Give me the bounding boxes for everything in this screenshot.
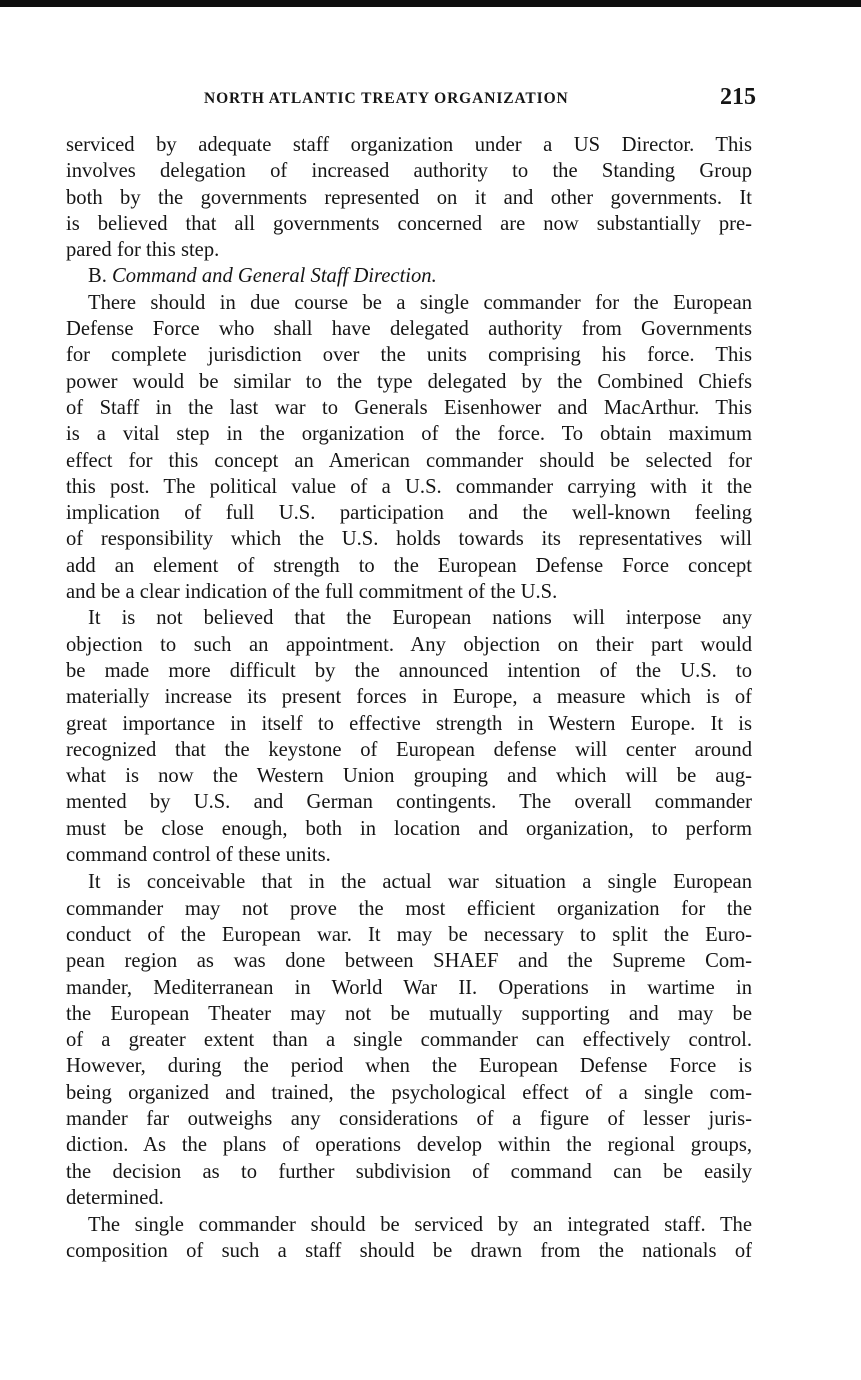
text-line: for complete jurisdiction over the units comprising his force. This: [66, 344, 752, 367]
body-text: [66, 132, 752, 1265]
text-line: what is now the Western Union grouping and which will be aug-: [66, 765, 752, 788]
text-line: is a vital step in the organization of the force. To obtain maximum: [66, 423, 752, 446]
running-header: [66, 84, 756, 118]
text-line: of a greater extent than a single commander can effectively control.: [66, 1029, 752, 1052]
text-line: command control of these units.: [66, 844, 331, 867]
text-line: is believed that all governments concerned are now substantially pre-: [66, 212, 752, 235]
paragraph-3: [66, 605, 752, 868]
page-top-border: [0, 0, 861, 7]
text-line: The single commander should be serviced by an integrated staff. The: [88, 1214, 752, 1237]
paragraph-4: [66, 869, 752, 1211]
text-line: objection to such an appointment. Any objection on their part would: [66, 633, 752, 656]
text-line: recognized that the keystone of European defense will center around: [66, 738, 752, 761]
text-line: of responsibility which the U.S. holds towards its representatives will: [66, 528, 752, 551]
paragraph-5: [66, 1212, 752, 1265]
text-line: involves delegation of increased authority to the Standing Group: [66, 160, 752, 183]
text-line: effect for this concept an American commander should be selected for: [66, 449, 752, 472]
text-line: materially increase its present forces in Europe, a measure which is of: [66, 686, 752, 709]
text-line: Defense Force who shall have delegated authority from Governments: [66, 318, 752, 341]
text-line: of Staff in the last war to Generals Eisenhower and MacArthur. This: [66, 396, 752, 419]
section-title: Command and General Staff Direction.: [112, 265, 437, 288]
text-line: It is not believed that the European nations will interpose any: [88, 607, 752, 630]
text-line: and be a clear indication of the full commitment of the U.S.: [66, 581, 558, 604]
text-line: implication of full U.S. participation and the well-known feeling: [66, 502, 752, 525]
text-line: serviced by adequate staff organization under a US Director. This: [66, 134, 752, 156]
text-line: However, during the period when the European Defense Force is: [66, 1055, 752, 1078]
text-line: mander far outweighs any considerations of a figure of lesser juris-: [66, 1107, 752, 1130]
page-number: 215: [720, 84, 756, 110]
text-line: pean region as was done between SHAEF and the Supreme Com-: [66, 950, 752, 973]
section-heading: [66, 263, 752, 289]
text-line: It is conceivable that in the actual war situation a single European: [88, 871, 752, 894]
text-line: this post. The political value of a U.S. commander carrying with it the: [66, 475, 752, 498]
text-line: be made more difficult by the announced intention of the U.S. to: [66, 659, 752, 682]
text-line: determined.: [66, 1186, 164, 1209]
text-line: the European Theater may not be mutually supporting and may be: [66, 1002, 752, 1025]
text-line: being organized and trained, the psychological effect of a single com-: [66, 1081, 752, 1104]
text-line: pared for this step.: [66, 239, 220, 262]
text-line: add an element of strength to the European Defense Force concept: [66, 554, 752, 577]
section-letter: B.: [88, 265, 107, 288]
text-line: commander may not prove the most efficient organization for the: [66, 897, 752, 920]
text-line: mented by U.S. and German contingents. The overall commander: [66, 791, 752, 814]
paragraph-2: [66, 290, 752, 606]
text-line: must be close enough, both in location and organization, to perform: [66, 817, 752, 840]
text-line: conduct of the European war. It may be necessary to split the Euro-: [66, 923, 752, 946]
text-line: There should in due course be a single commander for the European: [88, 291, 752, 314]
text-line: the decision as to further subdivision of command can be easily: [66, 1160, 752, 1183]
text-line: both by the governments represented on it and other governments. It: [66, 186, 752, 209]
running-title: NORTH ATLANTIC TREATY ORGANIZATION: [204, 90, 569, 107]
text-line: great importance in itself to effective strength in Western Europe. It is: [66, 712, 752, 735]
text-line: composition of such a staff should be drawn from the nationals of: [66, 1240, 752, 1263]
paragraph-1: [66, 132, 752, 263]
text-line: diction. As the plans of operations develop within the regional groups,: [66, 1134, 752, 1157]
text-line: mander, Mediterranean in World War II. Operations in wartime in: [66, 976, 752, 999]
text-line: power would be similar to the type delegated by the Combined Chiefs: [66, 370, 752, 393]
